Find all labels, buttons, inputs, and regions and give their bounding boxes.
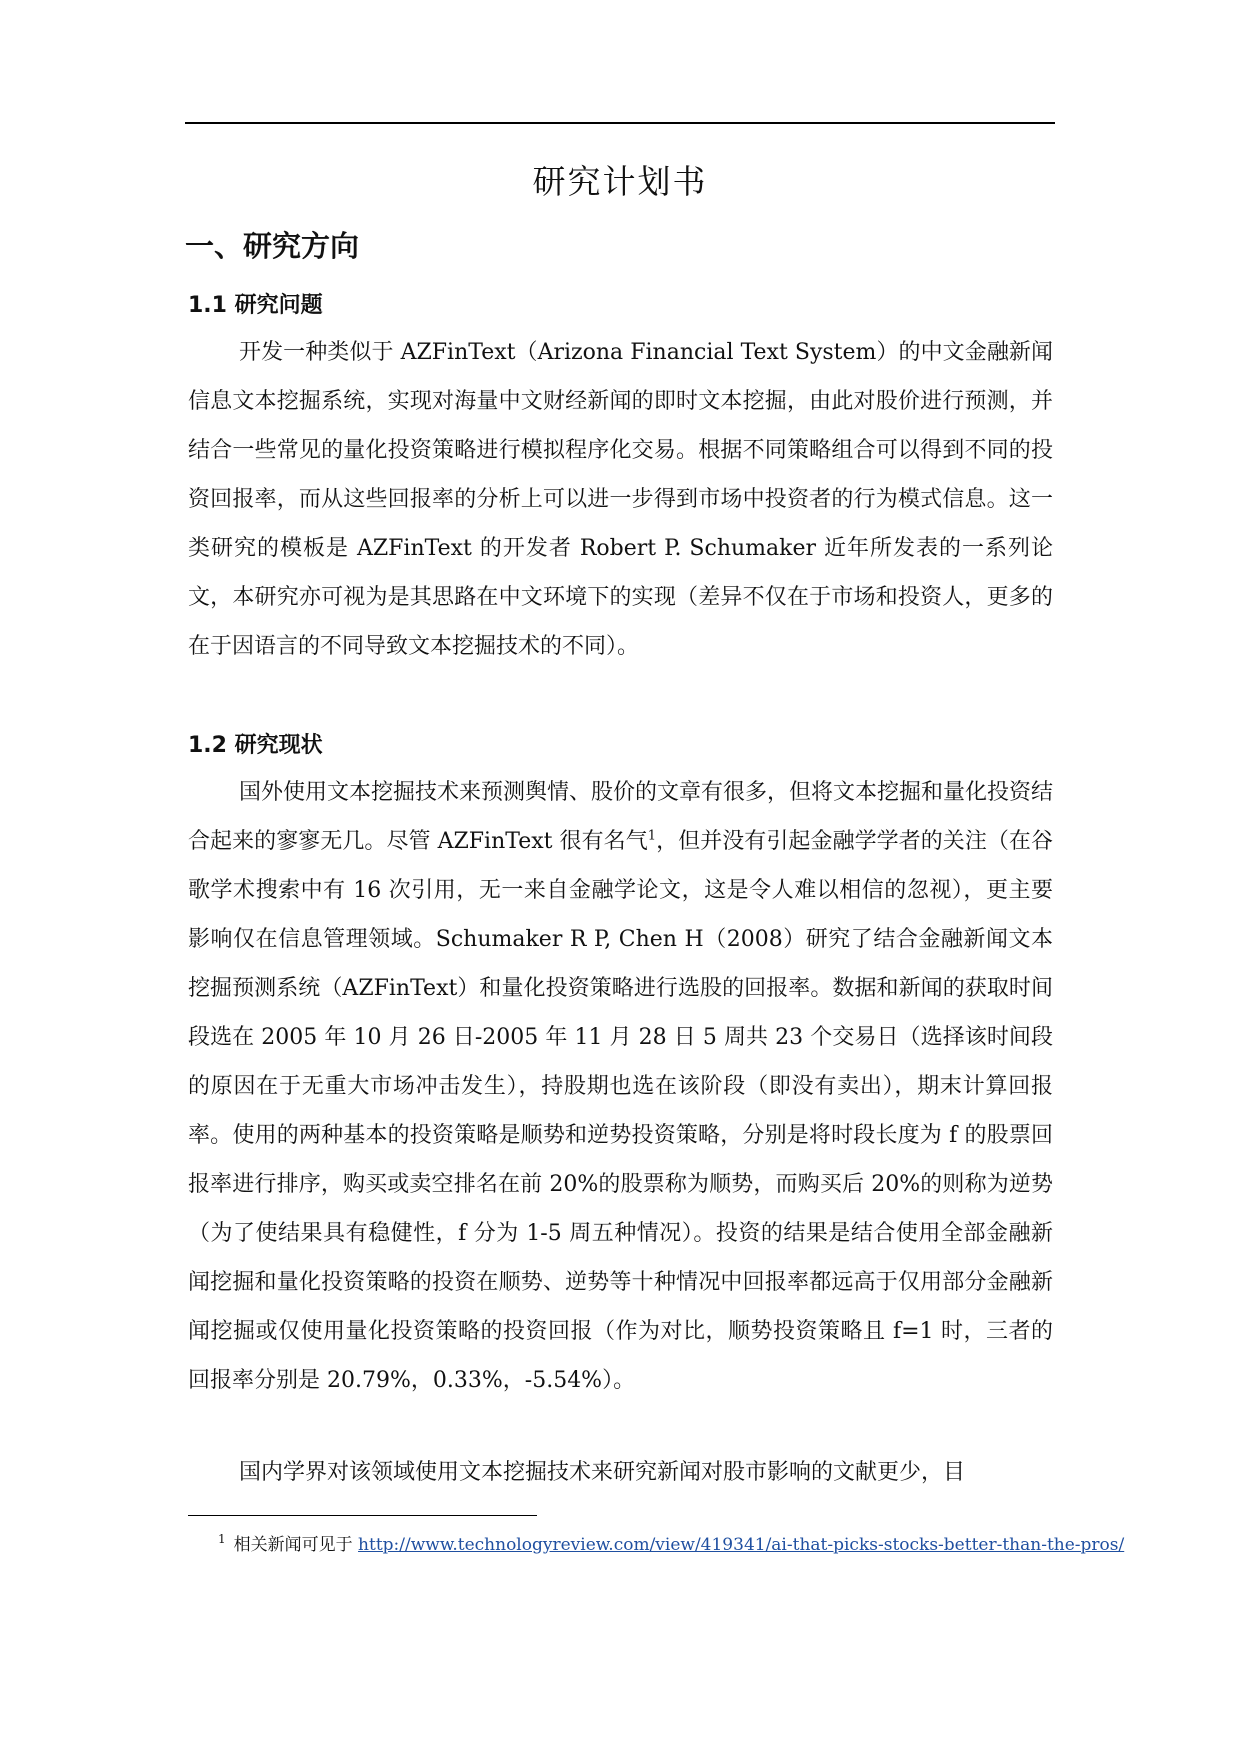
footnote-link[interactable]: http://www.technologyreview.com/view/419341/ai-that-picks-stocks-better-than-the-pros/ bbox=[358, 1535, 1125, 1555]
paragraph-text: ，但并没有引起金融学学者的关注（在谷歌学术搜索中有 16 次引用，无一来自金融学论文，这是令人难以相信的忽视），更主要影响仅在信息管理领域。Schumaker R P, Chen H（2008）研究了结合金融新闻文本挖掘预测系统（AZFinText）和量化投资策略进行选股的回报率。数据和新闻的获取时间段选在 2005 年 10 月 26 日-2005 年 11 月 28 日 5 周共 23 个交易日（选择该时间段的原因在于无重大市场冲击发生），持股期也选在该阶段（即没有卖出），期末计算回报率。使用的两种基本的投资策略是顺势和逆势投资策略，分别是将时段长度为 f 的股票回报率进行排序，购买或卖空排名在前 20%的股票称为顺势，而购买后 20%的则称为逆势（为了使结果具有稳健性，f 分为 1-5 周五种情况）。投资的结果是结合使用全部金融新闻挖掘和量化投资策略的投资在顺势、逆势等十种情况中回报率都远高于仅用部分金融新闻挖掘或仅使用量化投资策略的投资回报（作为对比，顺势投资策略且 f=1 时，三者的回报率分别是 20.79%，0.33%，-5.54%）。 bbox=[188, 829, 1053, 1393]
footnote-number: 1 bbox=[218, 1532, 226, 1547]
paragraph-domestic-research: 国内学界对该领域使用文本挖掘技术来研究新闻对股市影响的文献更少，目 bbox=[239, 1460, 966, 1485]
footnote bbox=[218, 1530, 1125, 1555]
section-heading-research-direction: 一、研究方向 bbox=[185, 229, 360, 263]
document-title: 研究计划书 bbox=[532, 162, 708, 201]
paragraph-research-question: 开发一种类似于 AZFinText（Arizona Financial Text System）的中文金融新闻信息文本挖掘系统，实现对海量中文财经新闻的即时文本挖掘，由此对股价进行预测，并结合一些常见的量化投资策略进行模拟程序化交易。根据不同策略组合可以得到不同的投资回报率，而从这些回报率的分析上可以进一步得到市场中投资者的行为模式信息。这一类研究的模板是 AZFinText 的开发者 Robert P. Schumaker 近年所发表的一系列论文，本研究亦可视为是其思路在中文环境下的实现（差异不仅在于市场和投资人，更多的在于因语言的不同导致文本挖掘技术的不同）。 bbox=[188, 340, 1053, 659]
footnote-separator bbox=[188, 1515, 537, 1516]
paragraph-research-status bbox=[188, 768, 1053, 1405]
subsection-heading-research-status: 1.2 研究现状 bbox=[188, 733, 323, 758]
header-rule bbox=[185, 122, 1055, 124]
subsection-heading-research-question: 1.1 研究问题 bbox=[188, 293, 323, 318]
footnote-text: 相关新闻可见于 bbox=[233, 1535, 359, 1555]
footnote-reference[interactable]: 1 bbox=[647, 828, 657, 844]
paragraph-text: 国外使用文本挖掘技术来预测舆情、股价的文章有很多，但将文本挖掘和量化投资结合起来的寥寥无几。尽管 AZFinText 很有名气 bbox=[188, 780, 1054, 854]
